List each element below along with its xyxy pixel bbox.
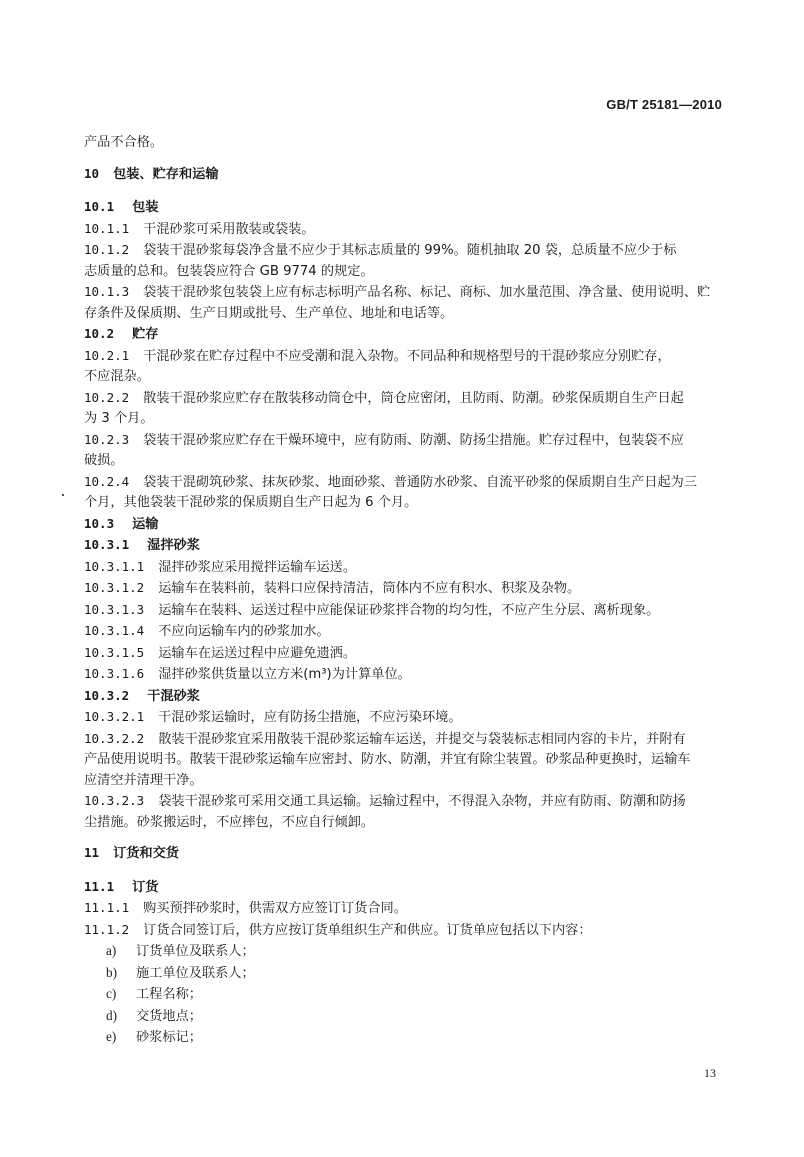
clause-10-3-2-2-cont: 应清空并清理干净。 (84, 772, 203, 788)
section-number: 10.3 (84, 515, 115, 531)
section-10-2-heading (84, 324, 724, 346)
list-text: 施工单位及联系人； (136, 965, 255, 981)
clause-text: 不应向运输车内的砂浆加水。 (158, 624, 330, 639)
clause-number: 10.2.1 (84, 347, 130, 363)
continuation-text: 产品不合格。 (84, 135, 164, 150)
section-11-1-heading (84, 877, 724, 899)
section-11-heading (84, 843, 724, 865)
list-item (84, 984, 724, 1006)
clause-10-2-4-cont: 个月，其他袋装干混砂浆的保质期自生产日起为 6 个月。 (84, 495, 418, 510)
section-number: 10.1 (84, 199, 115, 214)
clause-10-3-1-5 (84, 643, 724, 665)
clause-10-1-2-cont: 志质量的总和。包装袋应符合 GB 9774 的规定。 (84, 263, 374, 279)
section-10-3-heading (84, 514, 724, 536)
clause-text: 散装干混砂浆应贮存在散装移动筒仓中，筒仓应密闭，且防雨、防潮。砂浆保质期自生产日起 (143, 390, 684, 406)
clause-10-3-2-3 (84, 791, 724, 813)
clause-11-1-2 (84, 920, 724, 942)
clause-text: 订货合同签订后，供方应按订货单组织生产和供应。订货单应包括以下内容： (143, 922, 592, 938)
clause-number: 10.3.1.1 (84, 558, 145, 574)
list-item (84, 1027, 724, 1049)
clause-number: 11.1.2 (84, 921, 130, 937)
clause-number: 10.2.4 (84, 473, 130, 489)
clause-number: 10.2.2 (84, 389, 130, 405)
list-marker: d) (106, 1007, 117, 1023)
clause-10-1-2 (84, 240, 724, 262)
clause-10-3-1-3 (84, 600, 724, 622)
clause-text: 袋装干混砂浆包装袋上应有标志标明产品名称、标记、商标、加水量范围、净含量、使用说明、贮 (143, 285, 711, 300)
list-marker: b) (106, 964, 117, 980)
clause-number: 10.2.3 (84, 431, 130, 447)
clause-text: 干混砂浆可采用散装或袋装。 (143, 221, 315, 237)
clause-10-2-3-cont: 破损。 (84, 453, 124, 468)
clause-text: 购买预拌砂浆时，供需双方应签订订货合同。 (143, 901, 407, 916)
clause-10-3-1-1 (84, 557, 724, 579)
stray-dot-mark (62, 494, 64, 496)
clause-number: 10.3.1.2 (84, 580, 145, 595)
clause-number: 10.3.2.1 (84, 709, 145, 724)
clause-10-3-1-2 (84, 578, 724, 600)
section-title: 运输 (132, 516, 159, 532)
clause-text: 运输车在装料前，装料口应保持清洁，筒体内不应有积水、积浆及杂物。 (158, 581, 581, 596)
clause-number: 10.1.2 (84, 242, 130, 257)
clause-text: 袋装干混砂浆可采用交通工具运输。运输过程中，不得混入杂物，并应有防雨、防潮和防扬 (158, 794, 686, 809)
clause-10-3-2-3-cont: 尘措施。砂浆搬运时，不应摔包，不应自行倾卸。 (84, 814, 375, 830)
list-text: 工程名称； (136, 987, 202, 1002)
clause-10-2-2 (84, 388, 724, 410)
clause-number: 10.3.1.3 (84, 601, 145, 617)
clause-text: 散装干混砂浆宜采用散装干混砂浆运输车运送，并提交与袋装标志相同内容的卡片，并附有 (158, 731, 686, 747)
section-10-3-1-heading (84, 535, 724, 557)
standard-number: GB/T 25181—2010 (606, 97, 722, 112)
page-number: 13 (704, 1066, 716, 1080)
section-10-3-2-heading (84, 686, 724, 708)
section-number: 10.3.1 (84, 537, 130, 552)
clause-number: 10.3.2.2 (84, 730, 145, 746)
clause-text: 运输车在装料、运送过程中应能保证砂浆拌合物的均匀性，不应产生分层、离析现象。 (158, 602, 660, 618)
section-title: 包装、贮存和运输 (113, 166, 219, 182)
clause-number: 10.3.2.3 (84, 793, 145, 808)
clause-number: 10.3.1.5 (84, 644, 145, 660)
clause-10-3-1-6 (84, 664, 724, 686)
list-item (84, 941, 724, 963)
clause-10-2-1 (84, 346, 724, 368)
section-title: 贮存 (132, 327, 159, 342)
clause-10-3-2-2-cont: 产品使用说明书。散装干混砂浆运输车应密封、防水、防潮，并宜有除尘装置。砂浆品种更换时，运输车 (84, 752, 691, 767)
clause-10-2-1-cont: 不应混杂。 (84, 369, 150, 384)
section-10-1-heading (84, 197, 724, 219)
section-number: 11 (84, 845, 100, 860)
list-text: 砂浆标记； (136, 1030, 202, 1045)
section-title: 订货 (132, 879, 159, 895)
section-title: 包装 (132, 200, 159, 215)
clause-number: 10.3.1.4 (84, 623, 145, 638)
clause-text: 袋装干混砌筑砂浆、抹灰砂浆、地面砂浆、普通防水砂浆、自流平砂浆的保质期自生产日起为三 (143, 474, 698, 490)
clause-text: 湿拌砂浆供货量以立方米(m³)为计算单位。 (158, 667, 411, 682)
clause-10-2-3 (84, 430, 724, 452)
clause-text: 袋装干混砂浆每袋净含量不应少于其标志质量的 99%。随机抽取 20 袋，总质量不应少于标 (143, 243, 677, 258)
document-body (84, 133, 724, 1049)
clause-10-3-2-1 (84, 707, 724, 729)
section-number: 11.1 (84, 878, 115, 894)
clause-number: 10.3.1.6 (84, 666, 145, 681)
clause-number: 11.1.1 (84, 900, 130, 915)
list-text: 交货地点； (136, 1008, 202, 1024)
clause-text: 干混砂浆在贮存过程中不应受潮和混入杂物。不同品种和规格型号的干混砂浆应分别贮存， (143, 348, 671, 364)
section-number: 10.2 (84, 326, 115, 341)
section-number: 10 (84, 165, 100, 181)
clause-10-2-4 (84, 472, 724, 494)
section-title: 订货和交货 (113, 846, 179, 861)
list-marker: e) (106, 1029, 117, 1044)
section-10-heading (84, 164, 724, 186)
list-marker: a) (106, 943, 117, 958)
clause-number: 10.1.3 (84, 284, 130, 299)
list-item (84, 963, 724, 985)
clause-10-3-1-4 (84, 621, 724, 643)
section-title: 干混砂浆 (147, 688, 200, 704)
clause-10-1-3 (84, 282, 724, 304)
clause-10-2-2-cont: 为 3 个月。 (84, 411, 154, 426)
list-text: 订货单位及联系人； (136, 944, 255, 959)
list-item (84, 1006, 724, 1028)
clause-text: 运输车在运送过程中应避免遗洒。 (158, 645, 357, 661)
clause-10-1-1 (84, 219, 724, 241)
section-title: 湿拌砂浆 (147, 538, 200, 553)
list-marker: c) (106, 986, 117, 1001)
clause-number: 10.1.1 (84, 220, 130, 236)
clause-10-3-2-2 (84, 729, 724, 751)
clause-text: 袋装干混砂浆应贮存在干燥环境中，应有防雨、防潮、防扬尘措施。贮存过程中，包装袋不应 (143, 432, 684, 448)
clause-text: 湿拌砂浆应采用搅拌运输车运送。 (158, 559, 357, 575)
clause-10-1-3-cont: 存条件及保质期、生产日期或批号、生产单位、地址和电话等。 (84, 305, 454, 321)
clause-11-1-1 (84, 898, 724, 920)
section-number: 10.3.2 (84, 687, 130, 703)
clause-text: 干混砂浆运输时，应有防扬尘措施，不应污染环境。 (158, 710, 462, 725)
